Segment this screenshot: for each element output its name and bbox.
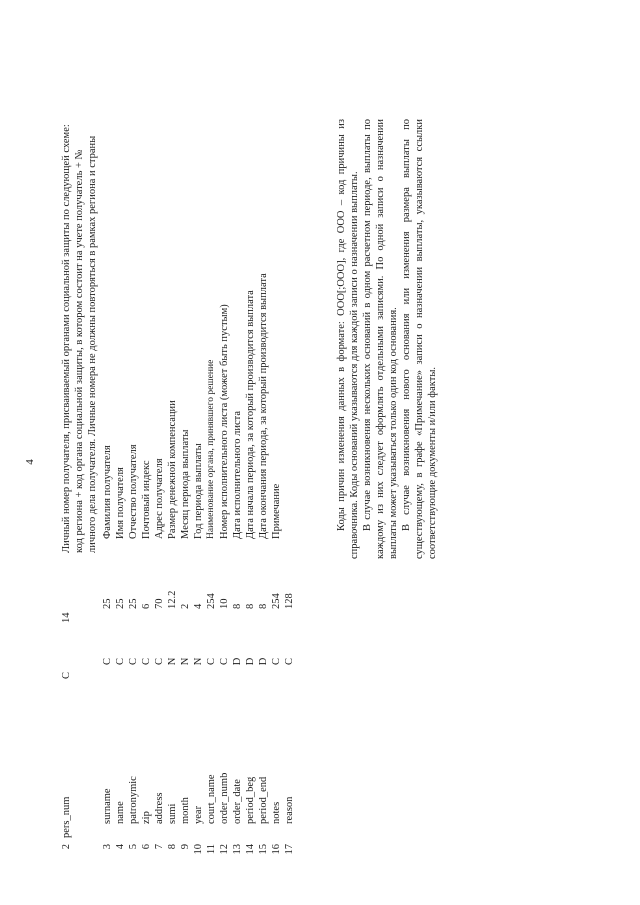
row-number: 8 [167, 844, 178, 850]
field-type: D [232, 657, 243, 666]
field-length: 2 [180, 603, 191, 609]
field-description: Дата начала периода, за который производится выплата [245, 290, 256, 539]
field-description: Почтовый индекс [141, 460, 152, 539]
table-row [101, 32, 114, 892]
field-description: Фамилия получателя [102, 445, 113, 539]
row-number: 7 [154, 844, 165, 850]
note-paragraph: В случае возникновения нескольких оснований в одном расчетном периоде, выплаты по каждому из них следует оформлять отдельными записями. По одной записи о назначении выплаты может указываться только один код основания. [362, 119, 399, 559]
field-length: 254 [206, 593, 217, 609]
field-type: D [258, 657, 269, 666]
row-number: 11 [206, 844, 217, 855]
field-table [60, 32, 296, 892]
field-name: zip [141, 811, 152, 824]
field-name: year [193, 805, 204, 824]
row-number: 17 [284, 844, 295, 855]
field-length: 25 [128, 598, 139, 609]
note-paragraph: В случае возникновения нового основания или изменения размера выплаты по существующему, в графе «Примечание» записи о назначении выплаты, указываются ссылки соответствующие документы и/или факты. [401, 119, 438, 559]
table-row [166, 32, 179, 892]
row-number: 3 [102, 844, 113, 850]
field-name: patronymic [128, 776, 139, 824]
row-number: 16 [271, 844, 282, 855]
field-length: 8 [258, 603, 269, 609]
field-name: pers_num [61, 796, 72, 838]
field-name: sumi [167, 803, 178, 824]
field-type: C [128, 658, 139, 666]
field-type: C [284, 658, 295, 666]
field-description: Адрес получателя [154, 458, 165, 539]
page-number: 4 [24, 459, 36, 465]
field-length: 10 [219, 598, 230, 609]
table-row [218, 32, 231, 892]
field-description: Номер исполнительного листа (может быть пустым) [219, 304, 230, 539]
field-name: reason [284, 796, 295, 824]
field-name: court_name [206, 774, 217, 824]
field-name: notes [271, 801, 282, 824]
row-number: 15 [258, 844, 269, 855]
field-description: Личный номер получателя, присваиваемый органами социальной защиты по следующей схеме: код региона + код органа социальной защиты, в котором состоит на учете получатель + № личного дела получателя. Личные номера не должны повторяться в рамках региона и страны [61, 124, 98, 553]
field-type: C [206, 658, 217, 666]
field-description: Примечание [271, 483, 282, 539]
table-row [140, 32, 153, 892]
field-description: Имя получателя [115, 467, 126, 539]
field-length: 8 [232, 603, 243, 609]
field-description: Дата окончания периода, за который производится выплата [258, 273, 269, 539]
field-type: C [271, 658, 282, 666]
field-name: month [180, 797, 191, 824]
field-type: D [245, 657, 256, 666]
row-number: 9 [180, 844, 191, 850]
field-type: N [167, 657, 178, 666]
field-length: 25 [115, 598, 126, 609]
row-number: 4 [115, 844, 126, 850]
document-page [20, 32, 460, 892]
field-type: C [102, 658, 113, 666]
field-name: surname [102, 788, 113, 824]
table-row [127, 32, 140, 892]
field-length: 128 [284, 593, 295, 609]
field-description: Дата исполнительного листа [232, 410, 243, 539]
field-name: order_date [232, 779, 243, 824]
field-name: address [154, 792, 165, 824]
field-type: C [154, 658, 165, 666]
table-row [244, 32, 257, 892]
field-length: 14 [61, 612, 72, 623]
field-type: N [193, 657, 204, 666]
field-name: period_beg [245, 776, 256, 824]
table-row [60, 32, 99, 892]
field-type: C [61, 672, 72, 680]
notes-section [335, 119, 439, 559]
field-length: 12.2 [167, 590, 178, 609]
table-row [205, 32, 218, 892]
field-name: period_end [258, 776, 269, 824]
table-row [192, 32, 205, 892]
field-type: N [180, 657, 191, 666]
table-row [114, 32, 127, 892]
field-description: Месяц периода выплаты [180, 429, 191, 539]
field-length: 25 [102, 598, 113, 609]
field-type: C [141, 658, 152, 666]
field-description: Год периода выплаты [193, 443, 204, 539]
row-number: 6 [141, 844, 152, 850]
field-length: 254 [271, 593, 282, 609]
field-length: 8 [245, 603, 256, 609]
table-row [283, 32, 296, 892]
field-description: Отчество получателя [128, 444, 139, 539]
row-number: 2 [61, 844, 72, 850]
table-row [153, 32, 166, 892]
field-type: C [115, 658, 126, 666]
note-paragraph: Коды причин изменения данных в формате: ООО[;ООО], где ООО – код причины из справочника. Коды оснований указываются для каждой записи о назначении выплаты. [336, 119, 360, 559]
field-length: 4 [193, 603, 204, 609]
table-row [231, 32, 244, 892]
table-row [179, 32, 192, 892]
field-description: Наименование органа, принявшего решение [206, 359, 216, 539]
row-number: 12 [219, 844, 230, 855]
field-length: 6 [141, 603, 152, 609]
field-name: order_numb [219, 772, 230, 824]
table-row [257, 32, 270, 892]
row-number: 14 [245, 844, 256, 855]
row-number: 10 [193, 844, 204, 855]
field-description: Размер денежной компенсации [167, 400, 178, 539]
row-number: 5 [128, 844, 139, 850]
row-number: 13 [232, 844, 243, 855]
field-length: 70 [154, 598, 165, 609]
field-name: name [115, 801, 126, 824]
field-type: C [219, 658, 230, 666]
table-row [270, 32, 283, 892]
